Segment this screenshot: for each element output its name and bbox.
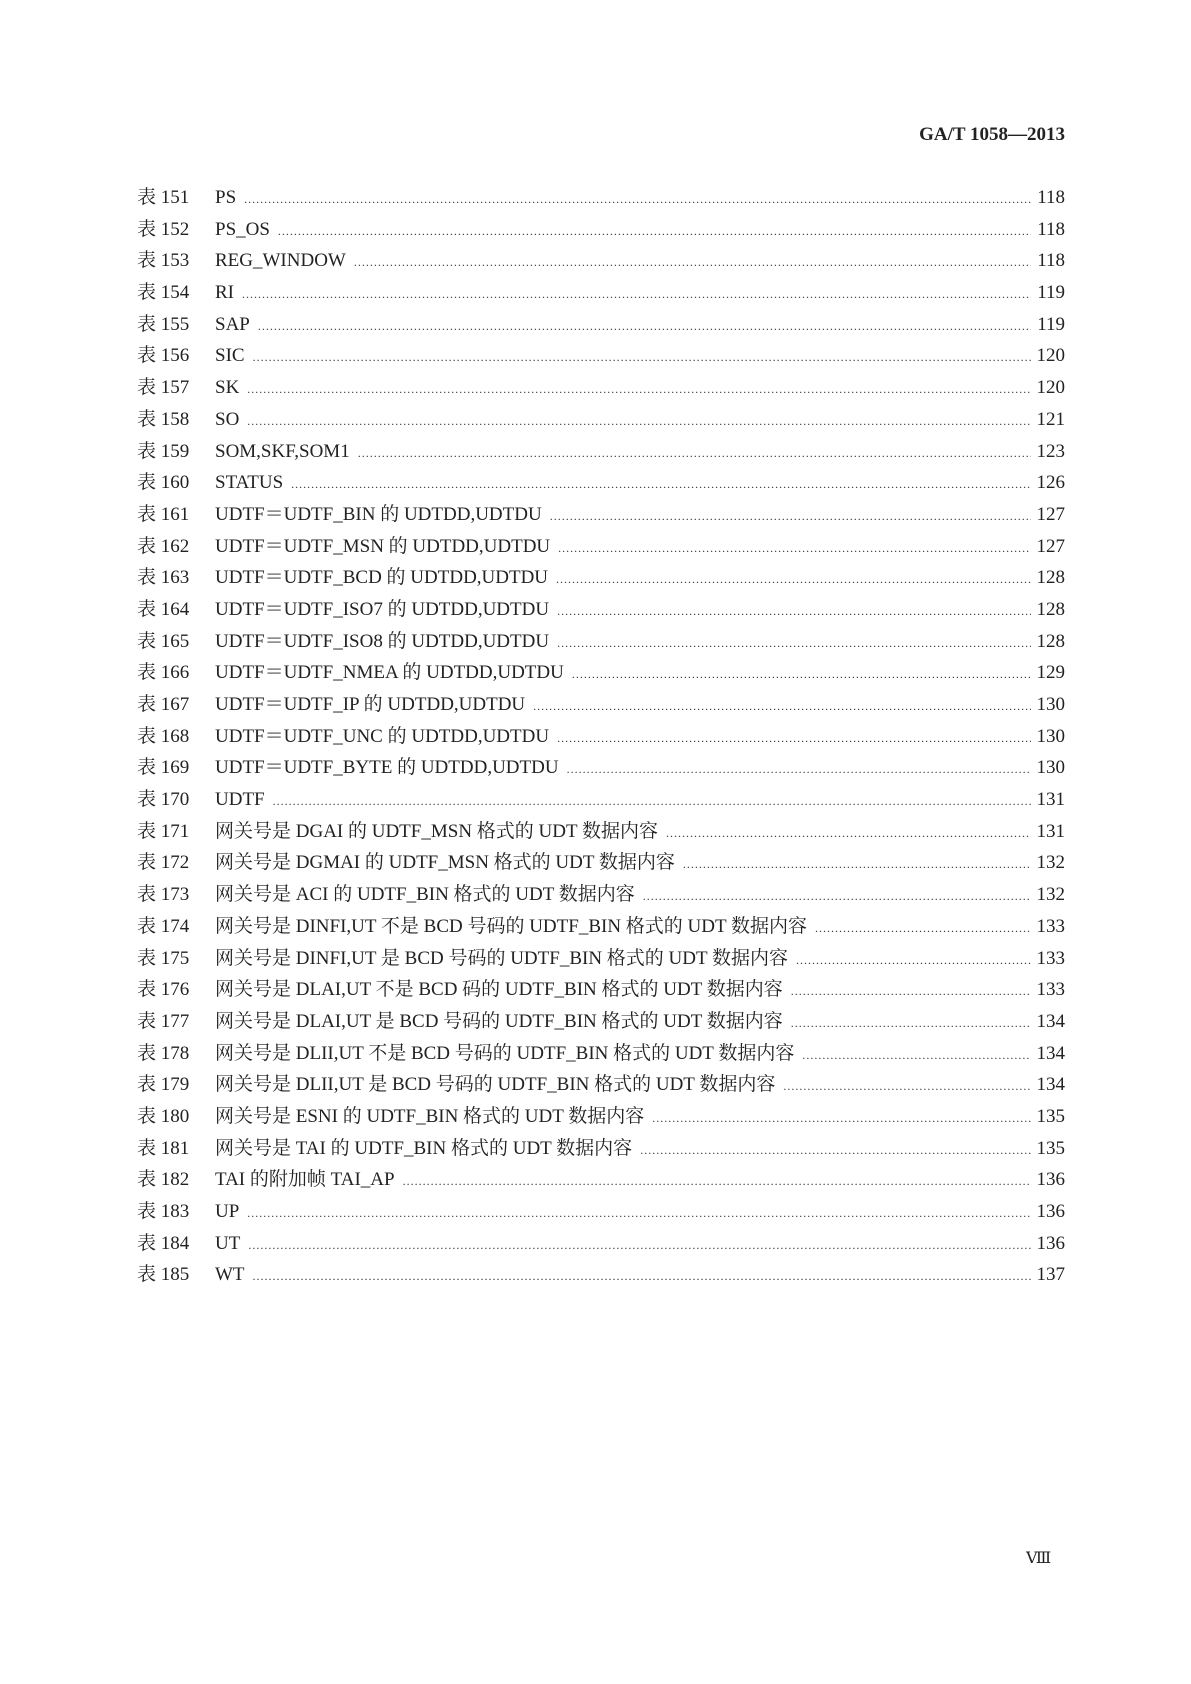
table-title: RI — [215, 282, 234, 304]
table-title: 网关号是 ACI 的 UDTF_BIN 格式的 UDT 数据内容 — [215, 884, 635, 906]
table-title: SO — [215, 408, 240, 430]
page-number: 132 — [1036, 852, 1065, 874]
toc-entry[interactable] — [137, 847, 1065, 879]
table-number: 表 163 — [137, 567, 190, 589]
dot-leader — [652, 1111, 1031, 1126]
standard-number-header: GA/T 1058—2013 — [919, 124, 1065, 145]
table-number: 表 154 — [137, 282, 190, 304]
toc-entry[interactable] — [137, 562, 1065, 594]
toc-entry[interactable] — [137, 467, 1065, 499]
dot-leader — [358, 446, 1031, 461]
page-number: 127 — [1036, 503, 1065, 525]
dot-leader — [802, 1048, 1031, 1063]
page-number: 133 — [1036, 979, 1065, 1001]
page-number: 132 — [1036, 884, 1065, 906]
page-number: 118 — [1037, 187, 1065, 208]
dot-leader — [572, 667, 1031, 682]
dot-leader — [242, 287, 1031, 302]
table-list-of-contents — [137, 182, 1065, 1291]
table-title: 网关号是 TAI 的 UDTF_BIN 格式的 UDT 数据内容 — [215, 1137, 633, 1159]
page-number: 128 — [1036, 598, 1065, 620]
toc-entry[interactable] — [137, 911, 1065, 943]
dot-leader — [248, 1238, 1031, 1253]
dot-leader — [253, 350, 1031, 365]
table-number: 表 169 — [137, 757, 190, 779]
table-number: 表 184 — [137, 1232, 190, 1254]
table-number: 表 158 — [137, 408, 190, 430]
page-number: 128 — [1036, 567, 1065, 589]
dot-leader — [354, 255, 1031, 270]
table-title: SOM,SKF,SOM1 — [215, 440, 350, 462]
toc-entry[interactable] — [137, 1038, 1065, 1070]
toc-entry[interactable] — [137, 752, 1065, 784]
page-number: 134 — [1036, 1074, 1065, 1096]
dot-leader — [557, 636, 1031, 651]
dot-leader — [258, 319, 1031, 334]
dot-leader — [640, 1143, 1031, 1158]
toc-entry[interactable] — [137, 531, 1065, 563]
dot-leader — [556, 572, 1031, 587]
table-number: 表 152 — [137, 218, 190, 240]
table-number: 表 179 — [137, 1074, 190, 1096]
table-title: 网关号是 DLII,UT 不是 BCD 号码的 UDTF_BIN 格式的 UDT 数据内容 — [215, 1042, 795, 1064]
table-title: 网关号是 DLII,UT 是 BCD 号码的 UDTF_BIN 格式的 UDT 数据内容 — [215, 1074, 776, 1096]
page-number: 127 — [1036, 535, 1065, 557]
table-number: 表 160 — [137, 472, 190, 494]
table-number: 表 165 — [137, 630, 190, 652]
toc-entry[interactable] — [137, 1196, 1065, 1228]
page-number: 130 — [1036, 757, 1065, 779]
table-title: 网关号是 DLAI,UT 不是 BCD 码的 UDTF_BIN 格式的 UDT 数据内容 — [215, 979, 783, 1001]
dot-leader — [796, 953, 1031, 968]
toc-entry[interactable] — [137, 943, 1065, 975]
toc-entry[interactable] — [137, 689, 1065, 721]
page-number: 136 — [1036, 1169, 1065, 1191]
page-folio: Ⅷ — [1026, 1550, 1052, 1567]
dot-leader — [403, 1174, 1031, 1189]
page-number: 121 — [1036, 408, 1065, 430]
dot-leader — [815, 921, 1031, 936]
table-number: 表 168 — [137, 725, 190, 747]
table-number: 表 162 — [137, 535, 190, 557]
table-number: 表 185 — [137, 1264, 190, 1286]
page-number: 136 — [1036, 1201, 1065, 1222]
page-number: 135 — [1036, 1137, 1065, 1159]
toc-entry[interactable] — [137, 1006, 1065, 1038]
page-number: 123 — [1036, 440, 1065, 462]
toc-entry[interactable] — [137, 404, 1065, 436]
table-title: 网关号是 ESNI 的 UDTF_BIN 格式的 UDT 数据内容 — [215, 1105, 645, 1127]
table-title: UDTF＝UDTF_IP 的 UDTDD,UDTDU — [215, 694, 526, 715]
table-title: TAI 的附加帧 TAI_AP — [215, 1169, 395, 1191]
dot-leader — [683, 857, 1031, 872]
table-number: 表 177 — [137, 1010, 190, 1032]
toc-entry[interactable] — [137, 657, 1065, 689]
toc-entry[interactable] — [137, 245, 1065, 277]
dot-leader — [783, 1079, 1031, 1094]
dot-leader — [666, 826, 1031, 841]
table-title: UDTF＝UDTF_UNC 的 UDTDD,UDTDU — [215, 725, 550, 747]
page-number: 135 — [1036, 1105, 1065, 1127]
toc-entry[interactable] — [137, 340, 1065, 372]
toc-entry[interactable] — [137, 626, 1065, 658]
page-number: 128 — [1036, 630, 1065, 652]
dot-leader — [278, 224, 1031, 239]
dot-leader — [558, 541, 1031, 556]
table-number: 表 159 — [137, 440, 190, 462]
table-title: UDTF＝UDTF_BIN 的 UDTDD,UDTDU — [215, 503, 542, 525]
toc-entry[interactable] — [137, 721, 1065, 753]
table-number: 表 183 — [137, 1201, 190, 1222]
dot-leader — [291, 477, 1031, 492]
dot-leader — [643, 889, 1031, 904]
dot-leader — [244, 192, 1031, 207]
toc-entry[interactable] — [137, 816, 1065, 848]
toc-entry[interactable] — [137, 182, 1065, 214]
toc-entry[interactable] — [137, 277, 1065, 309]
dot-leader — [557, 731, 1031, 746]
page-number: 120 — [1036, 377, 1065, 399]
page-number: 137 — [1036, 1264, 1065, 1286]
table-number: 表 181 — [137, 1137, 190, 1159]
page-number: 130 — [1036, 694, 1065, 715]
table-number: 表 167 — [137, 694, 190, 715]
page-number: 129 — [1036, 662, 1065, 684]
page-number: 131 — [1036, 789, 1065, 811]
table-number: 表 174 — [137, 915, 190, 937]
page-number: 126 — [1036, 472, 1065, 494]
toc-entry[interactable] — [137, 1259, 1065, 1291]
dot-leader — [791, 1016, 1031, 1031]
table-title: SK — [215, 377, 240, 399]
table-number: 表 156 — [137, 345, 190, 367]
toc-entry[interactable] — [137, 214, 1065, 246]
dot-leader — [273, 794, 1031, 809]
table-title: UDTF＝UDTF_MSN 的 UDTDD,UDTDU — [215, 535, 551, 557]
table-title: REG_WINDOW — [215, 250, 346, 272]
page-number: 134 — [1036, 1010, 1065, 1032]
page-number: 119 — [1037, 282, 1065, 304]
table-title: PS_OS — [215, 218, 270, 240]
dot-leader — [247, 1206, 1031, 1221]
table-title: WT — [215, 1264, 245, 1286]
table-title: 网关号是 DINFI,UT 是 BCD 号码的 UDTF_BIN 格式的 UDT 数据内容 — [215, 947, 789, 969]
page-number: 120 — [1036, 345, 1065, 367]
table-number: 表 175 — [137, 947, 190, 969]
toc-entry[interactable] — [137, 974, 1065, 1006]
table-title: STATUS — [215, 472, 284, 494]
table-title: SIC — [215, 345, 245, 367]
toc-entry[interactable] — [137, 309, 1065, 341]
dot-leader — [550, 509, 1031, 524]
page-number: 118 — [1037, 218, 1065, 240]
toc-entry[interactable] — [137, 436, 1065, 468]
table-title: PS — [215, 187, 237, 208]
page-number: 119 — [1037, 313, 1065, 335]
page-number: 133 — [1036, 947, 1065, 969]
table-number: 表 153 — [137, 250, 190, 272]
table-title: 网关号是 DLAI,UT 是 BCD 号码的 UDTF_BIN 格式的 UDT 数据内容 — [215, 1010, 783, 1032]
toc-entry[interactable] — [137, 784, 1065, 816]
table-number: 表 164 — [137, 598, 190, 620]
table-title: UDTF — [215, 789, 265, 811]
table-number: 表 155 — [137, 313, 190, 335]
toc-entry[interactable] — [137, 372, 1065, 404]
page-number: 131 — [1036, 820, 1065, 842]
table-title: 网关号是 DGAI 的 UDTF_MSN 格式的 UDT 数据内容 — [215, 820, 658, 842]
table-number: 表 157 — [137, 377, 190, 399]
table-title: SAP — [215, 313, 250, 335]
dot-leader — [247, 414, 1031, 429]
table-number: 表 173 — [137, 884, 190, 906]
dot-leader — [557, 604, 1031, 619]
table-number: 表 172 — [137, 852, 190, 874]
table-title: 网关号是 DGMAI 的 UDTF_MSN 格式的 UDT 数据内容 — [215, 852, 675, 874]
dot-leader — [247, 382, 1031, 397]
dot-leader — [791, 984, 1031, 999]
page-number: 133 — [1036, 915, 1065, 937]
table-title: UDTF＝UDTF_BCD 的 UDTDD,UDTDU — [215, 567, 549, 589]
page-number: 134 — [1036, 1042, 1065, 1064]
toc-entry[interactable] — [137, 1101, 1065, 1133]
table-number: 表 171 — [137, 820, 190, 842]
table-title: UP — [215, 1201, 240, 1222]
dot-leader — [533, 699, 1031, 714]
table-number: 表 166 — [137, 662, 190, 684]
table-title: 网关号是 DINFI,UT 不是 BCD 号码的 UDTF_BIN 格式的 UDT 数据内容 — [215, 915, 808, 937]
table-number: 表 151 — [137, 187, 190, 208]
table-number: 表 182 — [137, 1169, 190, 1191]
dot-leader — [253, 1269, 1031, 1284]
toc-entry[interactable] — [137, 1228, 1065, 1260]
toc-entry[interactable] — [137, 1069, 1065, 1101]
table-title: UDTF＝UDTF_BYTE 的 UDTDD,UDTDU — [215, 757, 559, 779]
page-number: 118 — [1037, 250, 1065, 272]
toc-entry[interactable] — [137, 879, 1065, 911]
toc-entry[interactable] — [137, 594, 1065, 626]
table-number: 表 161 — [137, 503, 190, 525]
table-number: 表 180 — [137, 1105, 190, 1127]
toc-entry[interactable] — [137, 1133, 1065, 1165]
toc-entry[interactable] — [137, 1164, 1065, 1196]
table-number: 表 176 — [137, 979, 190, 1001]
table-title: UT — [215, 1232, 241, 1254]
table-title: UDTF＝UDTF_NMEA 的 UDTDD,UDTDU — [215, 662, 564, 684]
toc-entry[interactable] — [137, 499, 1065, 531]
table-number: 表 178 — [137, 1042, 190, 1064]
page-number: 130 — [1036, 725, 1065, 747]
table-title: UDTF＝UDTF_ISO7 的 UDTDD,UDTDU — [215, 598, 550, 620]
dot-leader — [567, 762, 1031, 777]
page-number: 136 — [1036, 1232, 1065, 1254]
table-number: 表 170 — [137, 789, 190, 811]
table-title: UDTF＝UDTF_ISO8 的 UDTDD,UDTDU — [215, 630, 550, 652]
